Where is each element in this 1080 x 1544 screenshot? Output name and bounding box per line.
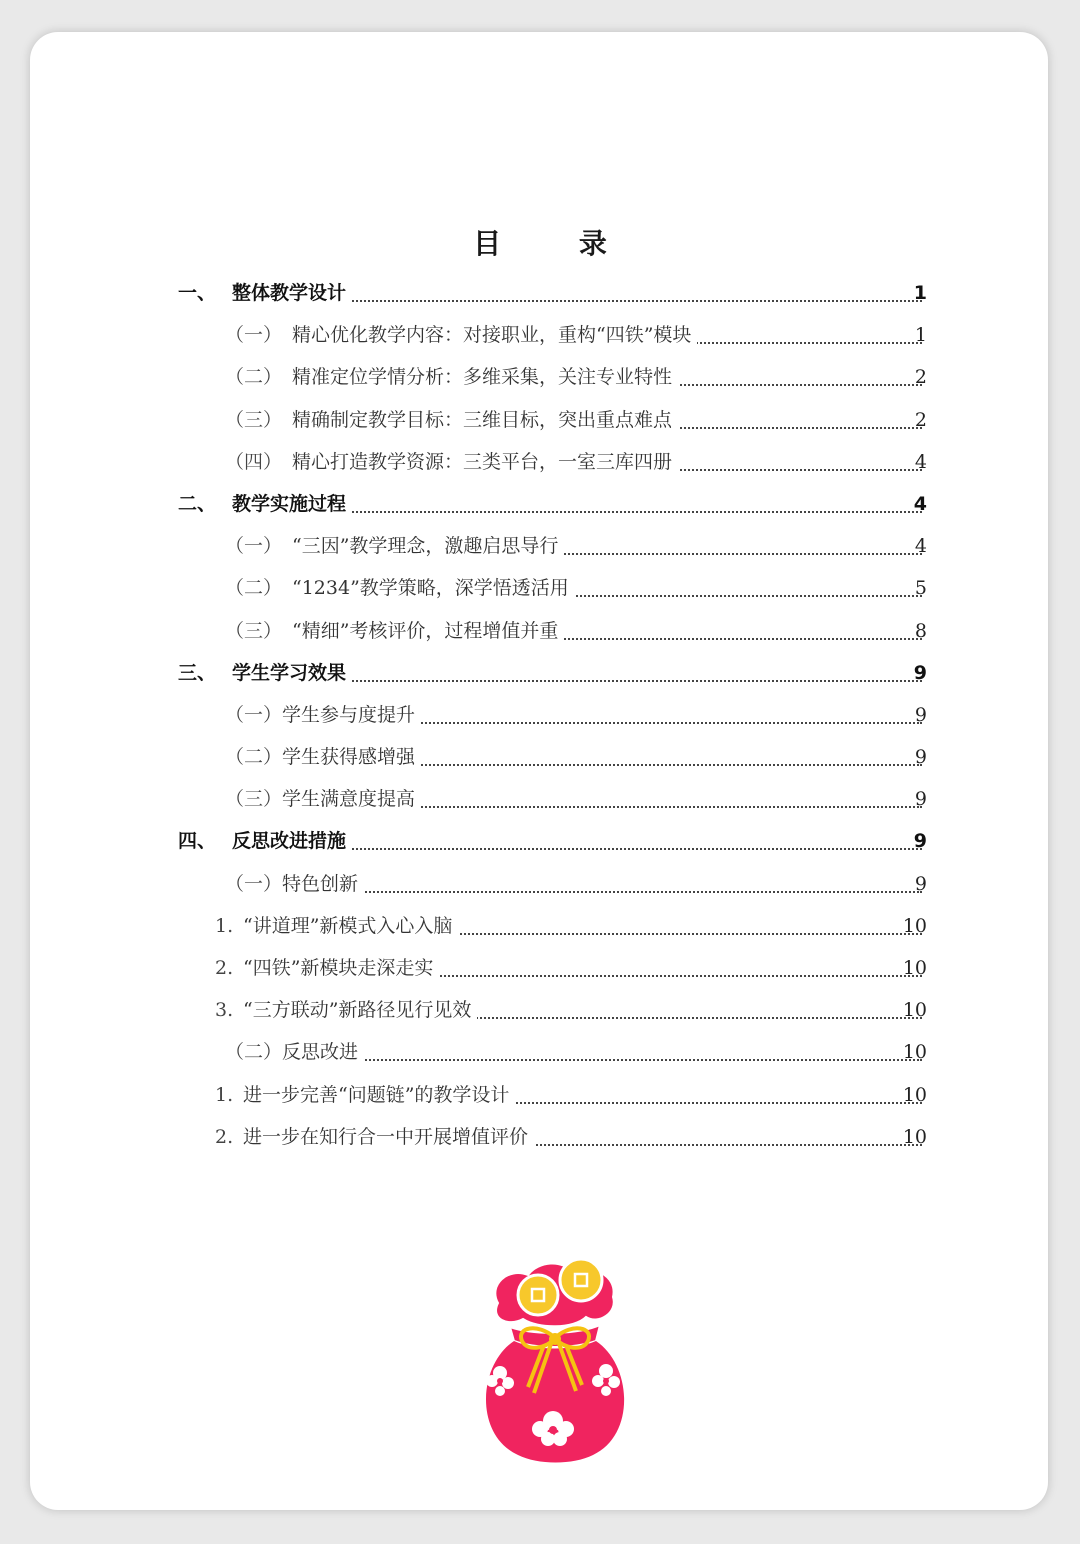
toc-entry-title: “讲道理”新模式入心入脑: [243, 913, 458, 939]
toc-title: 目 录: [473, 227, 641, 260]
toc-entry-page: 4: [914, 535, 927, 558]
toc-entry-number: （三）: [225, 407, 288, 433]
table-of-contents: [0, 272, 1080, 1158]
dot-leader: [282, 1033, 922, 1061]
toc-entry-page: 9: [913, 830, 927, 853]
toc-entry-number: 一、: [178, 280, 222, 306]
toc-entry: [0, 1074, 1080, 1116]
toc-entry-number: （三）: [225, 618, 288, 644]
toc-entry-title: “三方联动”新路径见行见效: [243, 997, 477, 1023]
toc-entry-title: 精心打造教学资源：三类平台，一室三库四册: [292, 449, 678, 475]
toc-entry: [0, 652, 1080, 694]
toc-entry-title: “四铁”新模块走深走实: [243, 955, 439, 981]
toc-entry: [0, 820, 1080, 862]
toc-entry-number: 2.: [215, 1124, 239, 1150]
toc-entry-number: （一）: [225, 533, 288, 559]
toc-entry: [0, 778, 1080, 820]
toc-entry: [0, 525, 1080, 567]
toc-entry: [0, 356, 1080, 398]
toc-entry-number: （二）: [225, 575, 288, 601]
toc-entry-page: 10: [902, 914, 927, 937]
toc-entry-page: 1: [914, 324, 927, 347]
dot-leader: [282, 865, 922, 893]
toc-entry-title: 反思改进措施: [232, 828, 352, 854]
toc-entry: [0, 989, 1080, 1031]
lucky-bag-icon: [478, 1255, 628, 1465]
toc-entry-page: 9: [914, 788, 927, 811]
toc-entry: [0, 905, 1080, 947]
toc-entry-title: 精心优化教学内容：对接职业，重构“四铁”模块: [292, 322, 697, 348]
toc-entry-page: 9: [913, 661, 927, 684]
toc-entry-page: 10: [902, 1125, 927, 1148]
toc-entry-page: 10: [902, 1041, 927, 1064]
toc-entry-page: 10: [902, 999, 927, 1022]
toc-entry: [0, 483, 1080, 525]
toc-entry-title: 学生学习效果: [232, 660, 352, 686]
toc-entry-page: 9: [914, 746, 927, 769]
toc-entry-number: 四、: [178, 828, 222, 854]
toc-entry: [0, 1031, 1080, 1073]
toc-entry-page: 4: [913, 492, 927, 515]
toc-entry-title: 进一步在知行合一中开展增值评价: [243, 1124, 534, 1150]
toc-entry: [0, 567, 1080, 609]
toc-entry: [0, 863, 1080, 905]
toc-entry-page: 10: [902, 1083, 927, 1106]
toc-entry-page: 4: [914, 450, 927, 473]
toc-entry: [0, 694, 1080, 736]
toc-entry-title: “三因”教学理念，激趣启思导行: [292, 533, 564, 559]
toc-entry-page: 1: [913, 282, 927, 304]
toc-entry-title: 学生参与度提升: [282, 702, 421, 728]
toc-entry-number: 1.: [215, 913, 239, 939]
toc-entry-title: 特色创新: [282, 871, 364, 897]
toc-entry-title: 整体教学设计: [232, 280, 352, 306]
toc-entry: [0, 272, 1080, 314]
toc-entry: [0, 314, 1080, 356]
toc-entry: [0, 610, 1080, 652]
toc-entry-page: 10: [902, 957, 927, 979]
toc-entry-number: 2.: [215, 955, 239, 981]
toc-entry-number: （二）: [225, 364, 288, 390]
toc-entry-number: 三、: [178, 660, 222, 686]
toc-entry-title: “1234”教学策略，深学悟透活用: [292, 575, 575, 601]
toc-entry-page: 9: [914, 872, 927, 895]
toc-entry-page: 8: [914, 619, 927, 642]
toc-entry-number: 二、: [178, 491, 222, 517]
toc-entry-page: 2: [914, 408, 927, 431]
toc-entry-title: 精确制定教学目标：三维目标，突出重点难点: [292, 407, 678, 433]
toc-entry-title: 学生获得感增强: [282, 744, 421, 770]
toc-entry-number: （四）: [225, 449, 288, 475]
toc-entry-title: “精细”考核评价，过程增值并重: [292, 618, 564, 644]
toc-entry-title: 进一步完善“问题链”的教学设计: [243, 1082, 515, 1108]
toc-entry-number: （一）: [225, 322, 288, 348]
toc-entry-number: （一）: [225, 871, 288, 897]
toc-entry-number: （一）: [225, 702, 288, 728]
toc-entry: [0, 736, 1080, 778]
toc-entry-page: 5: [914, 577, 927, 600]
toc-entry-number: 3.: [215, 997, 239, 1023]
toc-entry-title: 教学实施过程: [232, 491, 352, 517]
toc-entry-title: 精准定位学情分析：多维采集，关注专业特性: [292, 364, 678, 390]
toc-entry: [0, 1116, 1080, 1158]
toc-entry: [0, 399, 1080, 441]
toc-entry: [0, 947, 1080, 989]
toc-entry: [0, 441, 1080, 483]
toc-entry-number: （三）: [225, 786, 288, 812]
toc-entry-title: 反思改进: [282, 1039, 364, 1065]
toc-entry-page: 9: [914, 703, 927, 726]
toc-entry-page: 2: [914, 366, 927, 389]
toc-entry-title: 学生满意度提高: [282, 786, 421, 812]
toc-entry-number: （二）: [225, 744, 288, 770]
toc-entry-number: （二）: [225, 1039, 288, 1065]
toc-entry-number: 1.: [215, 1082, 239, 1108]
